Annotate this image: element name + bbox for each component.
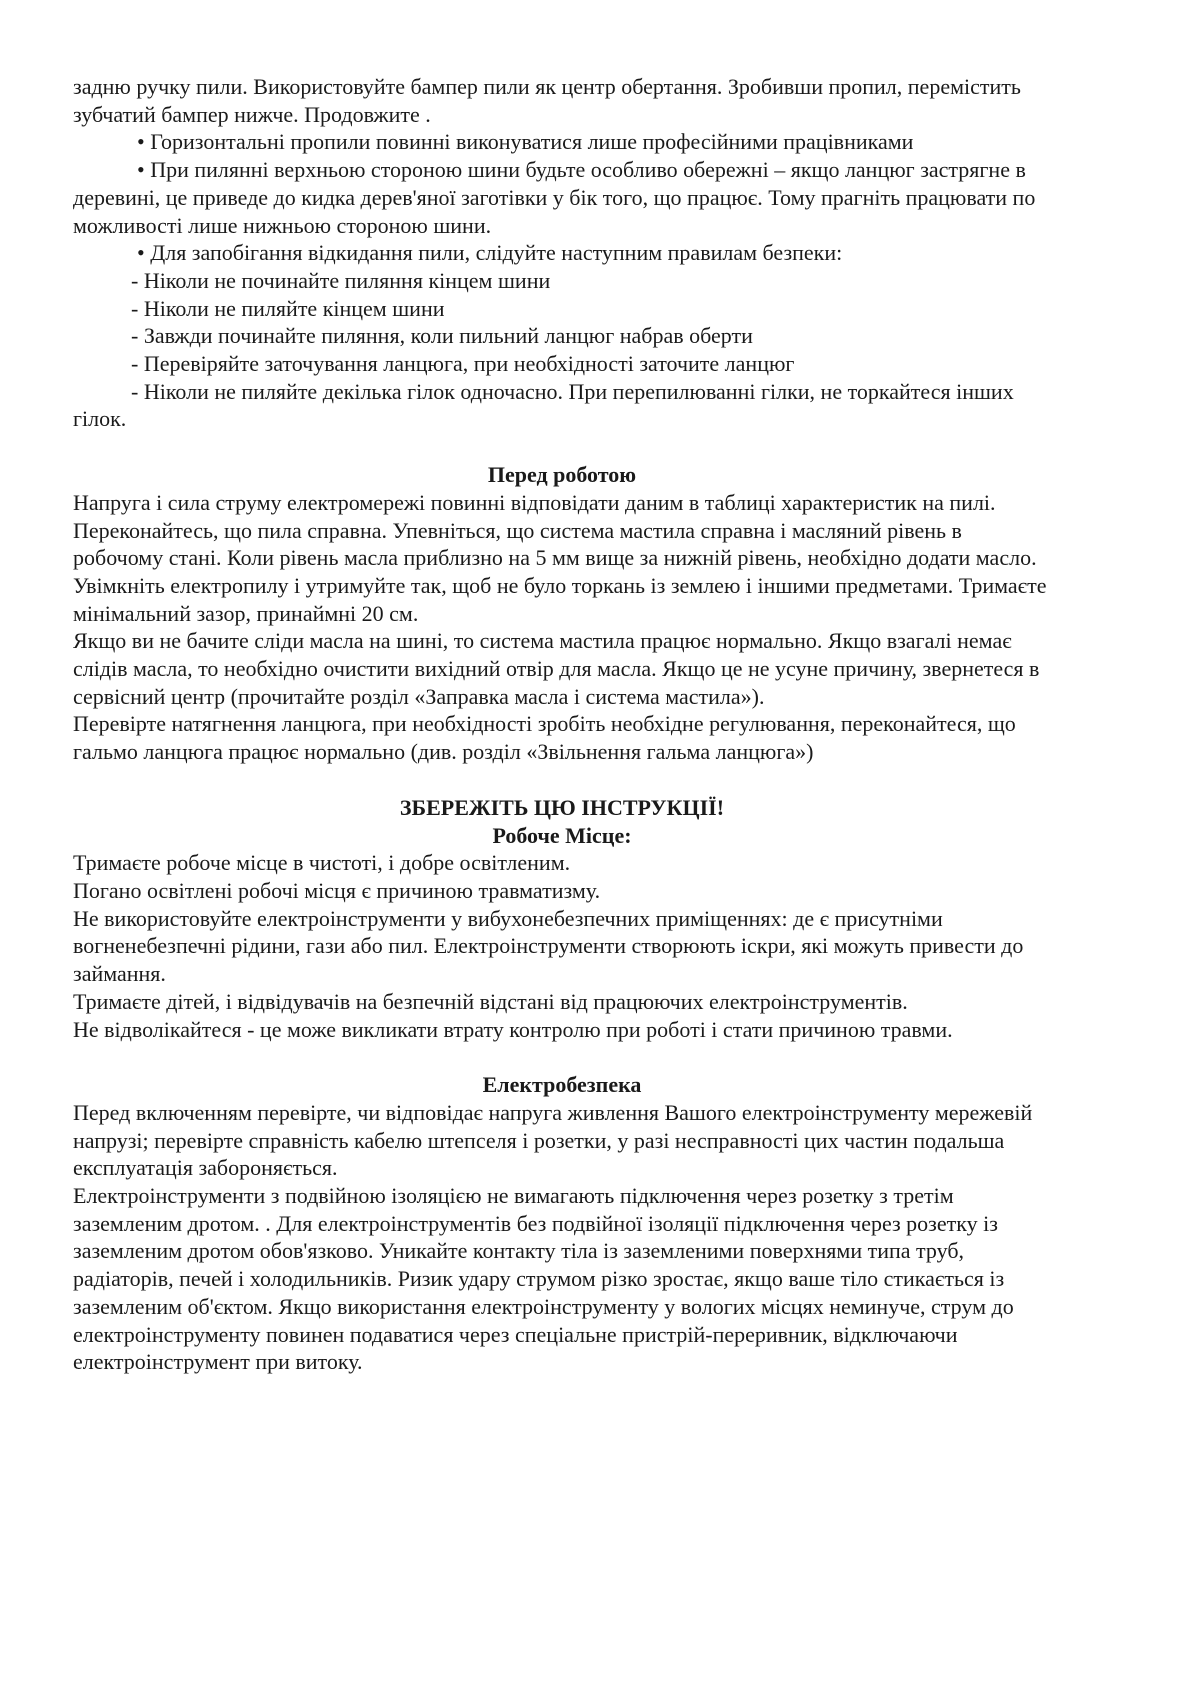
workplace-paragraph: Тримаєте дітей, і відвідувачів на безпечній відстані від працюючих електроінструментів.	[73, 988, 908, 1014]
spacer	[73, 766, 1051, 794]
intro-paragraph: задню ручку пили. Використовуйте бампер пили як центр обертання. Зробивши пропил, перемістить зубчатий бампер нижче. Продовжите .	[73, 74, 1021, 127]
before-work-paragraph: Увімкніть електропилу і утримуйте так, щоб не було торкань із землею і іншими предметами. Тримаєте мінімальний зазор, принаймні 20 см.	[73, 572, 1047, 626]
rule-item: - Ніколи не починайте пиляння кінцем шини	[131, 267, 551, 293]
rule-item: - Перевіряйте заточування ланцюга, при необхідності заточите ланцюг	[131, 351, 795, 377]
bullet-horizontal-cuts: • Горизонтальні пропили повинні виконуватися лише професійними працівниками	[137, 129, 914, 155]
before-work-paragraph: Напруга і сила струму електромережі повинні відповідати даним в таблиці характеристик на пилі. Переконайтесь, що пила справна. Упевніться, що система мастила справна і масляний рівень в робочому стані. Коли рівень масла приблизно на 5 мм вище за нижній рівень, необхідно додати масло.	[73, 489, 1037, 571]
before-work-paragraph: Перевірте натягнення ланцюга, при необхідності зробіть необхідне регулювання, переконайтеся, що гальмо ланцюга працює нормально (див. розділ «Звільнення гальма ланцюга»)	[73, 711, 1016, 765]
workplace-paragraph: Не використовуйте електроінструменти у вибухонебезпечних приміщеннях: де є присутніми вогненебезпечні рідини, гази або пил. Електроінструменти створюють іскри, які можуть привести до займання.	[73, 905, 1024, 987]
workplace-paragraph: Тримаєте робоче місце в чистоті, і добре освітленим.	[73, 850, 571, 876]
workplace-paragraph: Не відволікайтеся - це може викликати втрату контролю при роботі і стати причиною травми.	[73, 1016, 953, 1042]
section-heading-workplace: Робоче Місце:	[492, 822, 632, 848]
rule-item: - Ніколи не пиляйте декілька гілок одночасно. При перепилюванні гілки, не торкайтеся інших гілок.	[73, 378, 1014, 432]
electrical-safety-paragraph: Електроінструменти з подвійною ізоляцією не вимагають підключення через розетку з третім заземленим дротом. . Для електроінструментів без подвійної ізоляції підключення через розетку із заземленим дротом обов'язково. Уникайте контакту тіла із заземленими поверхнями типа труб, радіаторів, печей і холодильників. Ризик удару струмом різко зростає, якщо ваше тіло стикається із заземленим об'єктом. Якщо використання електроінструменту у вологих місцях неминуче, струм до електроінструменту повинен подаватися через спеціальне пристрій-переривник, відключаючи електроінструмент при витоку.	[73, 1183, 1014, 1375]
spacer	[73, 433, 1051, 461]
section-heading-electrical-safety: Електробезпека	[482, 1072, 642, 1098]
before-work-paragraph: Якщо ви не бачите сліди масла на шині, то система мастила працює нормально. Якщо взагалі немає слідів масла, то необхідно очистити вихідний отвір для масла. Якщо це не усуне причину, звернетеся в сервісний центр (прочитайте розділ «Заправка масла і система мастила»).	[73, 628, 1040, 709]
save-instructions-notice: ЗБЕРЕЖІТЬ ЦЮ ІНСТРУКЦІЇ!	[399, 794, 725, 820]
rule-item: - Завжди починайте пиляння, коли пильний ланцюг набрав оберти	[131, 323, 753, 349]
workplace-paragraph: Погано освітлені робочі місця є причиною травматизму.	[73, 877, 601, 903]
bullet-top-of-bar: • При пилянні верхньою стороною шини будьте особливо обережні – якщо ланцюг застрягне в деревині, це приведе до кидка дерев'яної заготівки у бік того, що працює. Тому прагніть працювати по можливості лише нижньою стороною шини.	[73, 157, 1036, 238]
section-heading-before-work: Перед роботою	[487, 462, 637, 488]
spacer	[73, 1043, 1051, 1071]
electrical-safety-paragraph: Перед включенням перевірте, чи відповідає напруга живлення Вашого електроінструменту мережевій напрузі; перевірте справність кабелю штепселя і розетки, у разі несправності цих частин подальша експлуатація забороняється.	[73, 1099, 1033, 1181]
bullet-kickback-prevention: • Для запобігання відкидання пили, слідуйте наступним правилам безпеки:	[137, 240, 843, 266]
rule-item: - Ніколи не пиляйте кінцем шини	[131, 295, 445, 321]
